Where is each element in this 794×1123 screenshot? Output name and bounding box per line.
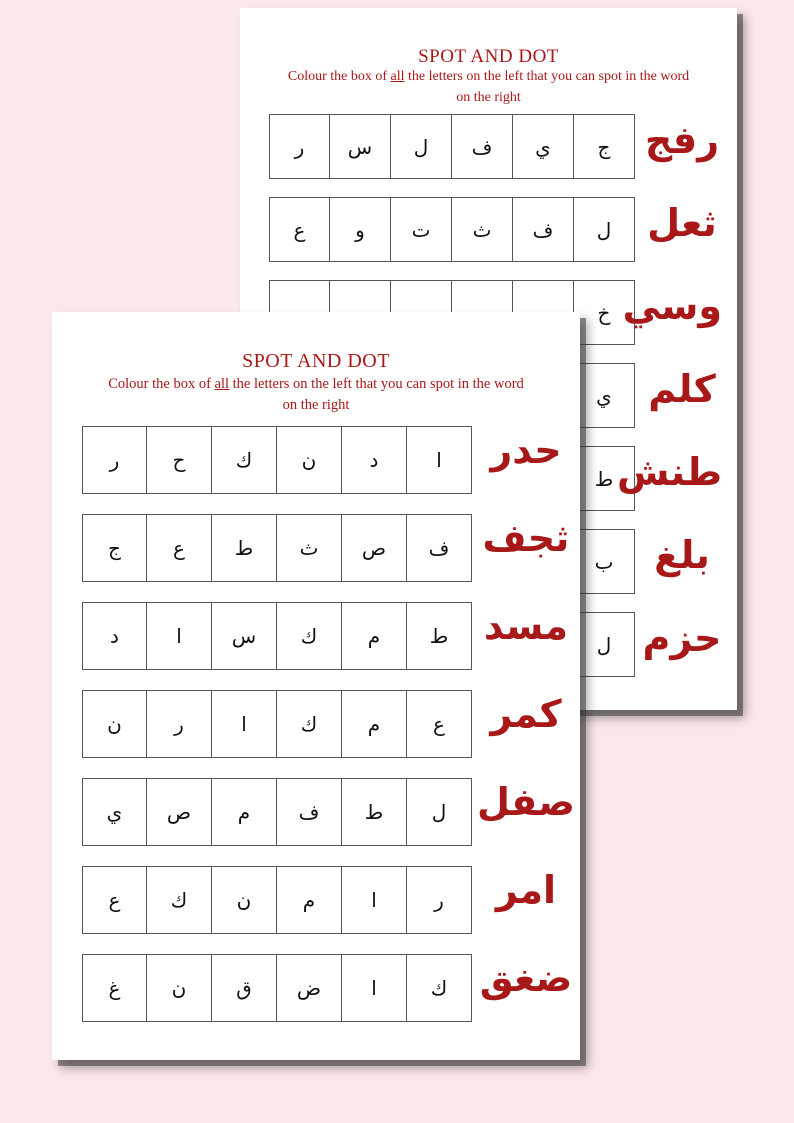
target-word: ضغق: [479, 956, 573, 1000]
letter-box[interactable]: ت: [391, 197, 452, 262]
letter-box[interactable]: ك: [407, 954, 472, 1022]
letter-box[interactable]: ف: [407, 514, 472, 582]
worksheet-instruction: [52, 374, 580, 416]
letter-box[interactable]: ر: [269, 114, 330, 179]
letter-box[interactable]: ر: [407, 866, 472, 934]
target-word: امر: [495, 868, 557, 912]
letter-box[interactable]: ي: [82, 778, 147, 846]
letter-box[interactable]: ج: [82, 514, 147, 582]
letter-box[interactable]: ط: [407, 602, 472, 670]
letter-box[interactable]: ي: [513, 114, 574, 179]
letter-box[interactable]: د: [342, 426, 407, 494]
letter-box[interactable]: ل: [391, 114, 452, 179]
letter-box[interactable]: ص: [147, 778, 212, 846]
letter-box[interactable]: ع: [82, 866, 147, 934]
target-word: رفج: [644, 118, 720, 162]
letter-box[interactable]: ث: [452, 197, 513, 262]
letter-box[interactable]: ع: [147, 514, 212, 582]
letter-row: [82, 954, 472, 1022]
letter-box[interactable]: د: [82, 602, 147, 670]
letter-box[interactable]: ع: [407, 690, 472, 758]
letter-box[interactable]: ك: [212, 426, 277, 494]
letter-row: [269, 114, 635, 179]
letter-box[interactable]: ق: [212, 954, 277, 1022]
instruction-text: Colour the box of: [108, 376, 215, 392]
letter-box[interactable]: ن: [212, 866, 277, 934]
letter-box[interactable]: ع: [269, 197, 330, 262]
letter-box[interactable]: ا: [212, 690, 277, 758]
letter-row: [82, 690, 472, 758]
letter-box[interactable]: س: [330, 114, 391, 179]
worksheet-title: SPOT AND DOT: [418, 46, 559, 67]
instruction-emphasis: all: [214, 376, 230, 392]
instruction-text: on the right: [282, 397, 350, 413]
letter-row: [82, 602, 472, 670]
letter-box[interactable]: ل: [407, 778, 472, 846]
letter-box[interactable]: ض: [277, 954, 342, 1022]
letter-box[interactable]: م: [212, 778, 277, 846]
letter-box[interactable]: م: [342, 690, 407, 758]
letter-box[interactable]: ا: [407, 426, 472, 494]
instruction-text: the letters on the left that you can spot in the word: [229, 376, 524, 392]
letter-box[interactable]: ل: [574, 612, 635, 677]
worksheet-instruction: [240, 66, 737, 108]
target-word: كمر: [490, 692, 562, 736]
letter-box[interactable]: غ: [82, 954, 147, 1022]
letter-row: [82, 426, 472, 494]
letter-box[interactable]: ف: [452, 114, 513, 179]
worksheet-front: [52, 312, 580, 1060]
target-word: ثجف: [482, 516, 570, 560]
target-word: كلم: [648, 367, 716, 411]
letter-box[interactable]: س: [212, 602, 277, 670]
letter-box[interactable]: ط: [212, 514, 277, 582]
letter-box[interactable]: ل: [574, 197, 635, 262]
letter-box[interactable]: و: [330, 197, 391, 262]
letter-box[interactable]: ا: [342, 866, 407, 934]
letter-box[interactable]: ي: [574, 363, 635, 428]
letter-box[interactable]: ك: [147, 866, 212, 934]
letter-box[interactable]: ث: [277, 514, 342, 582]
letter-box[interactable]: ر: [147, 690, 212, 758]
letter-box[interactable]: ص: [342, 514, 407, 582]
letter-row: [269, 197, 635, 262]
letter-box[interactable]: م: [277, 866, 342, 934]
letter-row: [82, 866, 472, 934]
target-word: ثعل: [647, 201, 717, 245]
letter-box[interactable]: ن: [277, 426, 342, 494]
letter-box[interactable]: ح: [147, 426, 212, 494]
target-word: طنش: [616, 450, 722, 494]
letter-box[interactable]: ن: [147, 954, 212, 1022]
instruction-text: the letters on the left that you can spot in the word: [404, 69, 690, 84]
letter-box[interactable]: ر: [82, 426, 147, 494]
letter-box[interactable]: ك: [277, 690, 342, 758]
target-word: بلغ: [654, 533, 710, 577]
target-word: وسي: [622, 284, 722, 328]
instruction-text: Colour the box of: [287, 69, 391, 84]
letter-box[interactable]: ف: [277, 778, 342, 846]
letter-box[interactable]: ا: [342, 954, 407, 1022]
letter-box[interactable]: ط: [574, 446, 635, 511]
letter-box[interactable]: ط: [342, 778, 407, 846]
letter-box[interactable]: ا: [147, 602, 212, 670]
letter-box[interactable]: ك: [277, 602, 342, 670]
letter-box[interactable]: م: [342, 602, 407, 670]
letter-box[interactable]: ف: [513, 197, 574, 262]
letter-box[interactable]: ب: [574, 529, 635, 594]
letter-box[interactable]: ن: [82, 690, 147, 758]
target-word: حدر: [490, 428, 562, 472]
letter-row: [82, 514, 472, 582]
target-word: صفل: [477, 780, 575, 824]
worksheet-title: SPOT AND DOT: [242, 350, 390, 372]
target-word: حزم: [642, 616, 722, 660]
instruction-emphasis: all: [390, 69, 405, 84]
letter-box[interactable]: خ: [574, 280, 635, 345]
letter-row: [82, 778, 472, 846]
instruction-text: on the right: [456, 90, 521, 105]
letter-box[interactable]: ج: [574, 114, 635, 179]
target-word: مسد: [483, 604, 569, 648]
